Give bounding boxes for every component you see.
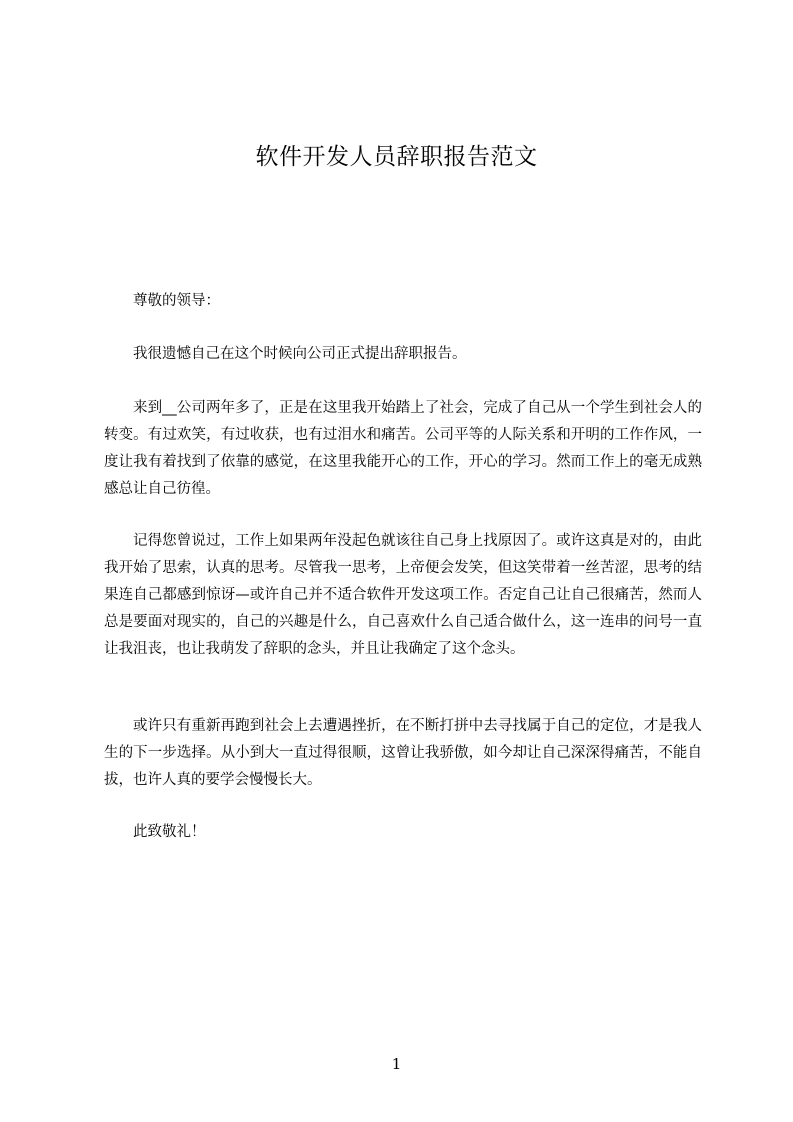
paragraph-1: 我很遗憾自己在这个时候向公司正式提出辞职报告。 (133, 346, 467, 362)
document-title: 软件开发人员辞职报告范文 (255, 144, 538, 170)
paragraph-4: 或许只有重新再跑到社会上去遭遇挫折，在不断打拼中去寻找属于自己的定位，才是我人生的下一步选择。从小到大一直过得很顺，这曾让我骄傲，如今却让自己深深得痛苦，不能自拔，也许人真的要学会慢慢长大。 (104, 718, 702, 788)
closing: 此致敬礼！ (133, 824, 206, 840)
paragraph-2: 来到__公司两年多了，正是在这里我开始踏上了社会，完成了自己从一个学生到社会人的转变。有过欢笑，有过收获，也有过泪水和痛苦。公司平等的人际关系和开明的工作作风，一度让我有着找到了依靠的感觉，在这里我能开心的工作，开心的学习。然而工作上的毫无成熟感总让自己彷徨。 (104, 400, 702, 497)
salutation: 尊敬的领导： (133, 293, 220, 309)
page-number: 1 (391, 1055, 402, 1073)
paragraph-3: 记得您曾说过，工作上如果两年没起色就该往自己身上找原因了。或许这真是对的，由此我开始了思索，认真的思考。尽管我一思考，上帝便会发笑，但这笑带着一丝苦涩，思考的结果连自己都感到惊讶—或许自己并不适合软件开发这项工作。否定自己让自己很痛苦，然而人总是要面对现实的，自己的兴趣是什么，自己喜欢什么自己适合做什么，这一连串的问号一直让我沮丧，也让我萌发了辞职的念头，并且让我确定了这个念头。 (104, 533, 702, 657)
